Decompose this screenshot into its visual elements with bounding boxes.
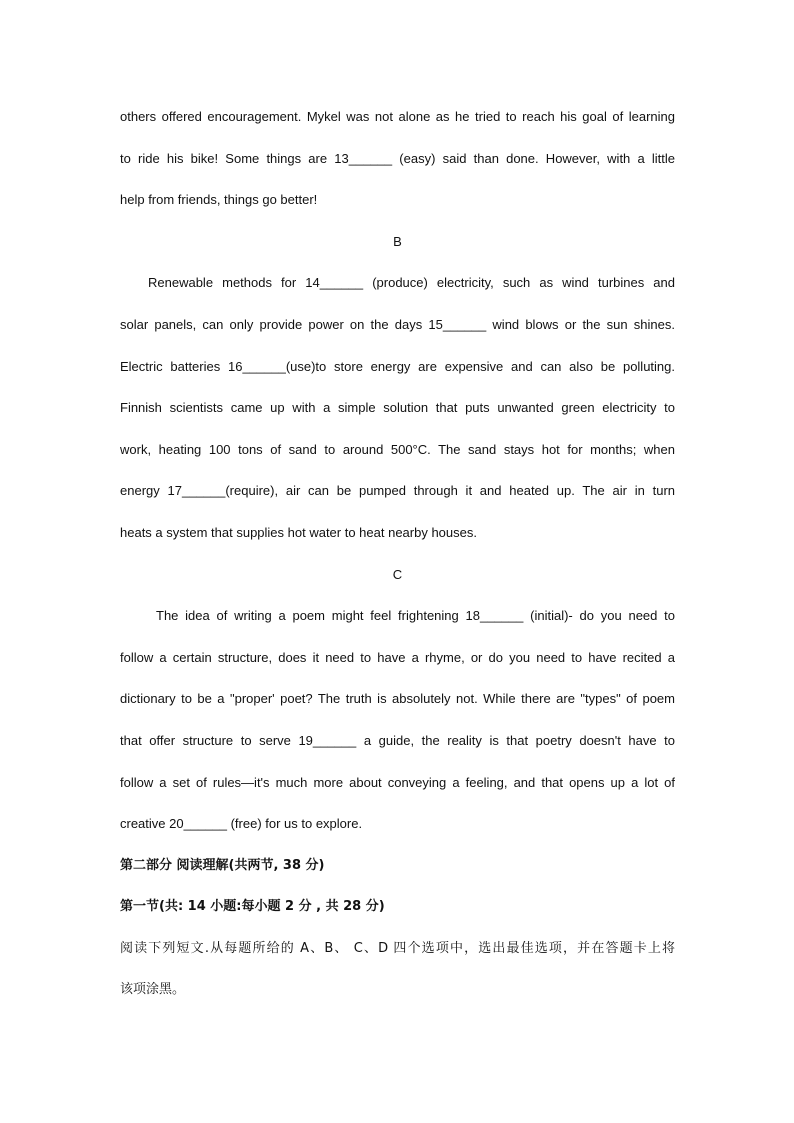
passage-c-line-2: follow a certain structure, does it need to have a rhyme, or do you need to have recited a bbox=[120, 649, 675, 665]
passage-b-line-2: solar panels, can only provide power on the days 15______ wind blows or the sun shines. bbox=[120, 316, 675, 332]
passage-b-line-4: Finnish scientists came up with a simple solution that puts unwanted green electricity to bbox=[120, 400, 675, 416]
passage-a-line-3: help from friends, things go better! bbox=[120, 192, 318, 208]
part-two-heading: 第二部分 阅读理解(共两节, 38 分) bbox=[120, 857, 325, 873]
passage-c-line-5: follow a set of rules—it's much more about conveying a feeling, and that opens up a lot of bbox=[120, 774, 675, 790]
section-b-label: B bbox=[393, 233, 402, 249]
section-c-label: C bbox=[392, 566, 403, 582]
document-page bbox=[120, 96, 675, 1011]
passage-b-line-5: work, heating 100 tons of sand to around 500°C. The sand stays hot for months; when bbox=[120, 441, 675, 457]
passage-b-line-7: heats a system that supplies hot water to heat nearby houses. bbox=[120, 524, 477, 540]
instructions-line-1: 阅读下列短文.从每题所给的 A、B、 C、D 四个选项中，选出最佳选项，并在答题卡上将 bbox=[120, 940, 675, 956]
passage-c-line-4: that offer structure to serve 19______ a guide, the reality is that poetry doesn't have to bbox=[120, 732, 675, 748]
passage-c-line-6: creative 20______ (free) for us to explore. bbox=[120, 816, 363, 832]
section-one-heading: 第一节(共: 14 小题:每小题 2 分 , 共 28 分) bbox=[120, 899, 385, 915]
passage-b-line-6: energy 17______(require), air can be pumped through it and heated up. The air in turn bbox=[120, 483, 675, 499]
passage-a-line-1: others offered encouragement. Mykel was not alone as he tried to reach his goal of learning bbox=[120, 109, 675, 124]
passage-c-line-1: The idea of writing a poem might feel frightening 18______ (initial)- do you need to bbox=[156, 608, 675, 624]
instructions-line-2: 该项涂黑。 bbox=[120, 982, 186, 998]
passage-b-line-1: Renewable methods for 14______ (produce) electricity, such as wind turbines and bbox=[148, 275, 675, 291]
passage-b-line-3: Electric batteries 16______(use)to store energy are expensive and can also be polluting. bbox=[120, 358, 675, 374]
passage-c-line-3: dictionary to be a "proper' poet? The truth is absolutely not. While there are "types" of poem bbox=[120, 691, 675, 707]
passage-a-line-2: to ride his bike! Some things are 13______ (easy) said than done. However, with a little bbox=[120, 150, 675, 166]
